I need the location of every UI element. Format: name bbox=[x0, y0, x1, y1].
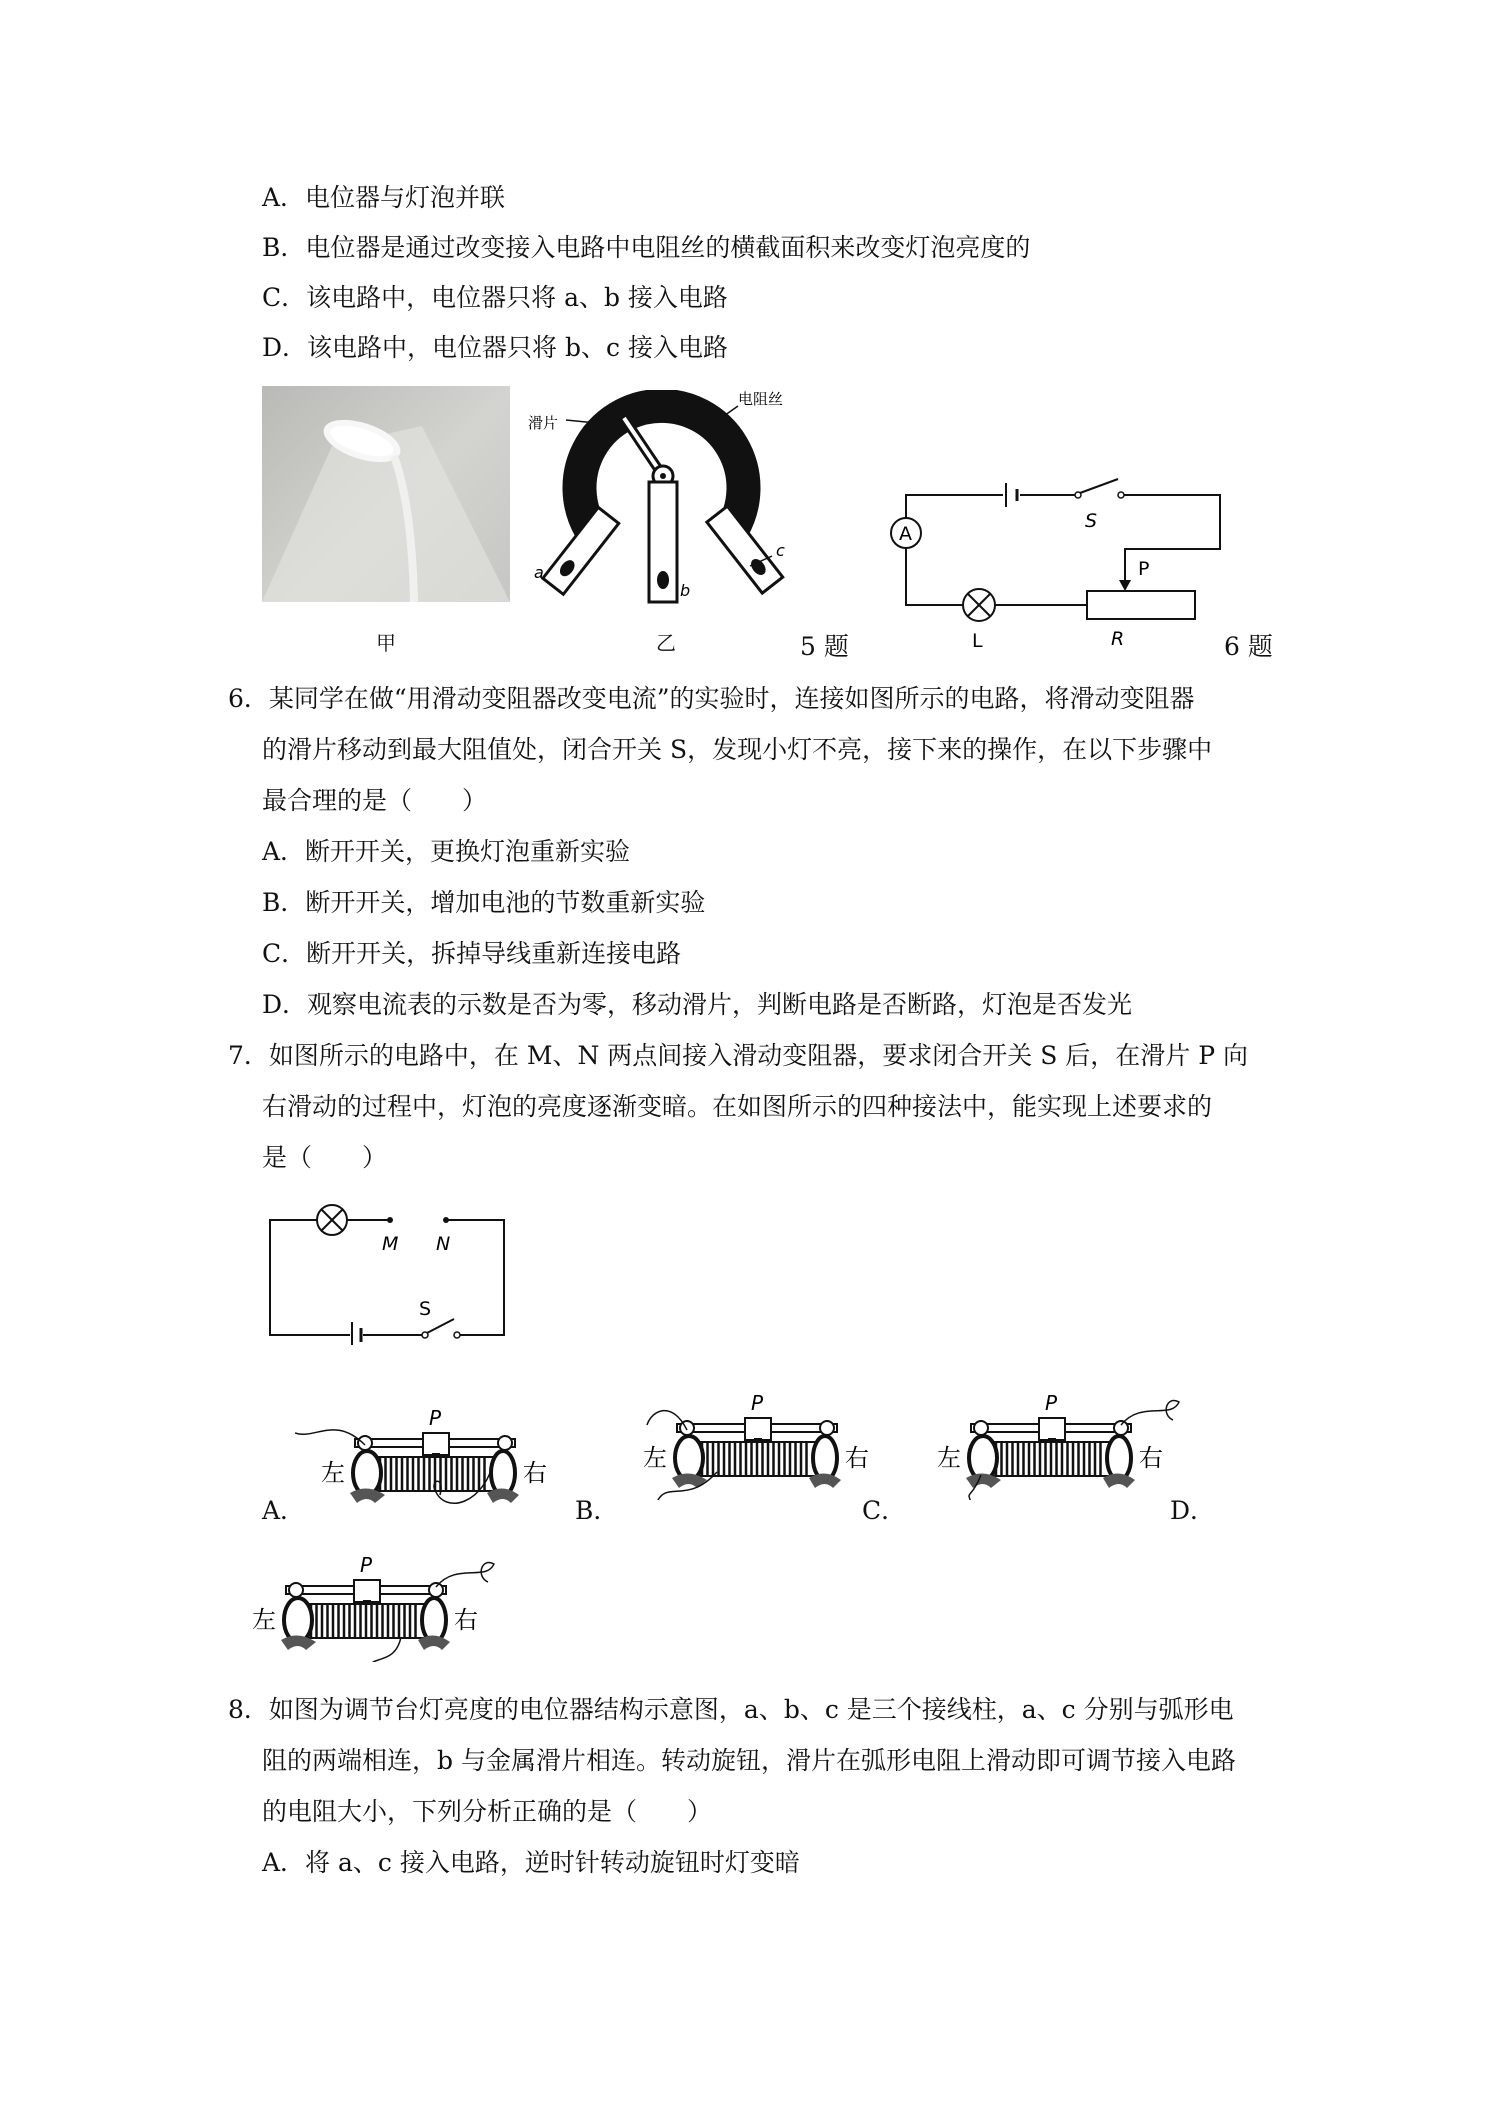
q5-option-d: D．该电路中，电位器只将 b、c 接入电路 bbox=[262, 333, 728, 362]
rheostat-option-c bbox=[911, 1380, 1191, 1504]
terminal-top-left bbox=[289, 1583, 303, 1597]
label-slider: 滑片 bbox=[528, 414, 559, 432]
slider-p-label: P bbox=[360, 1553, 373, 1577]
rheostat-slider bbox=[354, 1580, 380, 1602]
rheostat-option-d bbox=[226, 1542, 506, 1666]
rheostat-option-a bbox=[295, 1395, 575, 1519]
q6-stem-line-3: 最合理的是（ ） bbox=[262, 786, 488, 815]
terminal-top-left bbox=[358, 1436, 372, 1450]
q5-option-a: A．电位器与灯泡并联 bbox=[262, 183, 506, 212]
left-label: 左 bbox=[321, 1459, 345, 1487]
q7-option-c-letter: C． bbox=[862, 1496, 907, 1525]
resistor-label: R bbox=[1111, 628, 1125, 650]
q6-option-a: A．断开开关，更换灯泡重新实验 bbox=[262, 837, 631, 866]
terminal-top-left bbox=[974, 1421, 988, 1435]
switch-label: S bbox=[1085, 510, 1098, 532]
q6-option-b: B．断开开关，增加电池的节数重新实验 bbox=[262, 888, 706, 917]
q7-option-d-letter: D． bbox=[1170, 1496, 1216, 1525]
slider-p-label: P bbox=[751, 1391, 764, 1415]
slider-p-label: P bbox=[429, 1406, 442, 1430]
q7-stem-line-3: 是（ ） bbox=[262, 1143, 388, 1172]
ammeter-label: A bbox=[899, 523, 912, 545]
left-end-cap bbox=[353, 1451, 381, 1495]
terminal-top-right bbox=[1114, 1421, 1128, 1435]
right-foot bbox=[487, 1488, 519, 1503]
switch-s-label: S bbox=[419, 1298, 432, 1320]
left-label: 左 bbox=[252, 1606, 276, 1634]
right-end-cap bbox=[813, 1436, 837, 1480]
q6-stem-line-1: 6．某同学在做“用滑动变阻器改变电流”的实验时，连接如图所示的电路，将滑动变阻器 bbox=[228, 684, 1195, 713]
right-end-cap bbox=[422, 1598, 446, 1642]
left-end-cap bbox=[675, 1436, 703, 1480]
label-wire: 电阻丝 bbox=[738, 390, 784, 408]
fig-yi-caption: 乙 bbox=[656, 631, 676, 655]
left-end-cap bbox=[969, 1436, 997, 1480]
right-label: 右 bbox=[845, 1444, 869, 1472]
right-foot bbox=[1103, 1473, 1135, 1488]
q6-circuit-diagram bbox=[880, 475, 1230, 660]
q5-option-b: B．电位器是通过改变接入电路中电阻丝的横截面积来改变灯泡亮度的 bbox=[262, 233, 1031, 262]
terminal-top-left bbox=[680, 1421, 694, 1435]
connection-wire bbox=[1121, 1401, 1179, 1425]
rheostat-drawing-b bbox=[617, 1380, 897, 1500]
rheostat-drawing-c bbox=[911, 1380, 1191, 1500]
desk-lamp-image bbox=[262, 386, 510, 602]
q6-option-c: C．断开开关，拆掉导线重新连接电路 bbox=[262, 939, 682, 968]
label-c: c bbox=[776, 541, 785, 560]
q6-option-d: D．观察电流表的示数是否为零，移动滑片，判断电路是否断路，灯泡是否发光 bbox=[262, 990, 1133, 1019]
left-end-cap bbox=[284, 1598, 312, 1642]
point-m-label: M bbox=[382, 1233, 399, 1255]
terminal-top-right bbox=[498, 1436, 512, 1450]
right-foot bbox=[418, 1635, 450, 1650]
rheostat-slider bbox=[745, 1418, 771, 1440]
q8-stem-line-2: 阻的两端相连，b 与金属滑片相连。转动旋钮，滑片在弧形电阻上滑动即可调节接入电路 bbox=[262, 1746, 1236, 1775]
slider-p-label: P bbox=[1045, 1391, 1058, 1415]
q7-circuit-diagram bbox=[262, 1195, 512, 1345]
q5-figure-tag: 5 题 bbox=[800, 632, 849, 661]
q5-option-c: C．该电路中，电位器只将 a、b 接入电路 bbox=[262, 283, 728, 312]
rheostat-drawing-d bbox=[226, 1542, 506, 1662]
q6-figure-tag: 6 题 bbox=[1224, 632, 1273, 661]
q8-stem-line-1: 8．如图为调节台灯亮度的电位器结构示意图，a、b、c 是三个接线柱，a、c 分别与弧形电 bbox=[228, 1695, 1234, 1724]
fig-jia-caption: 甲 bbox=[376, 631, 396, 655]
point-n-label: N bbox=[436, 1233, 451, 1255]
slider-p-label: P bbox=[1138, 558, 1150, 580]
rheostat-drawing-a bbox=[295, 1395, 575, 1515]
rheostat-slider bbox=[1039, 1418, 1065, 1440]
lamp-label: L bbox=[972, 630, 983, 652]
right-end-cap bbox=[1107, 1436, 1131, 1480]
connection-wire bbox=[436, 1563, 494, 1587]
q8-option-a: A．将 a、c 接入电路，逆时针转动旋钮时灯变暗 bbox=[262, 1848, 800, 1877]
right-foot bbox=[809, 1473, 841, 1488]
rheostat-slider bbox=[423, 1433, 449, 1455]
q7-stem-line-1: 7．如图所示的电路中，在 M、N 两点间接入滑动变阻器，要求闭合开关 S 后，在滑片 P 向 bbox=[228, 1041, 1249, 1070]
right-label: 右 bbox=[454, 1606, 478, 1634]
potentiometer-diagram bbox=[528, 390, 798, 620]
left-label: 左 bbox=[643, 1444, 667, 1472]
label-a: a bbox=[534, 563, 544, 582]
rheostat-option-b bbox=[617, 1380, 897, 1504]
desk-lamp-photo bbox=[262, 386, 510, 602]
connection-wire bbox=[371, 1637, 401, 1662]
q7-option-b-letter: B． bbox=[575, 1496, 619, 1525]
terminal-top-right bbox=[429, 1583, 443, 1597]
label-b: b bbox=[680, 581, 691, 600]
q7-option-a-letter: A． bbox=[262, 1496, 306, 1525]
right-label: 右 bbox=[523, 1459, 547, 1487]
q8-stem-line-3: 的电阻大小，下列分析正确的是（ ） bbox=[262, 1797, 713, 1826]
right-label: 右 bbox=[1139, 1444, 1163, 1472]
q7-stem-line-2: 右滑动的过程中，灯泡的亮度逐渐变暗。在如图所示的四种接法中，能实现上述要求的 bbox=[262, 1092, 1213, 1121]
terminal-top-right bbox=[820, 1421, 834, 1435]
left-label: 左 bbox=[937, 1444, 961, 1472]
q6-stem-line-2: 的滑片移动到最大阻值处，闭合开关 S，发现小灯不亮，接下来的操作，在以下步骤中 bbox=[262, 735, 1213, 764]
